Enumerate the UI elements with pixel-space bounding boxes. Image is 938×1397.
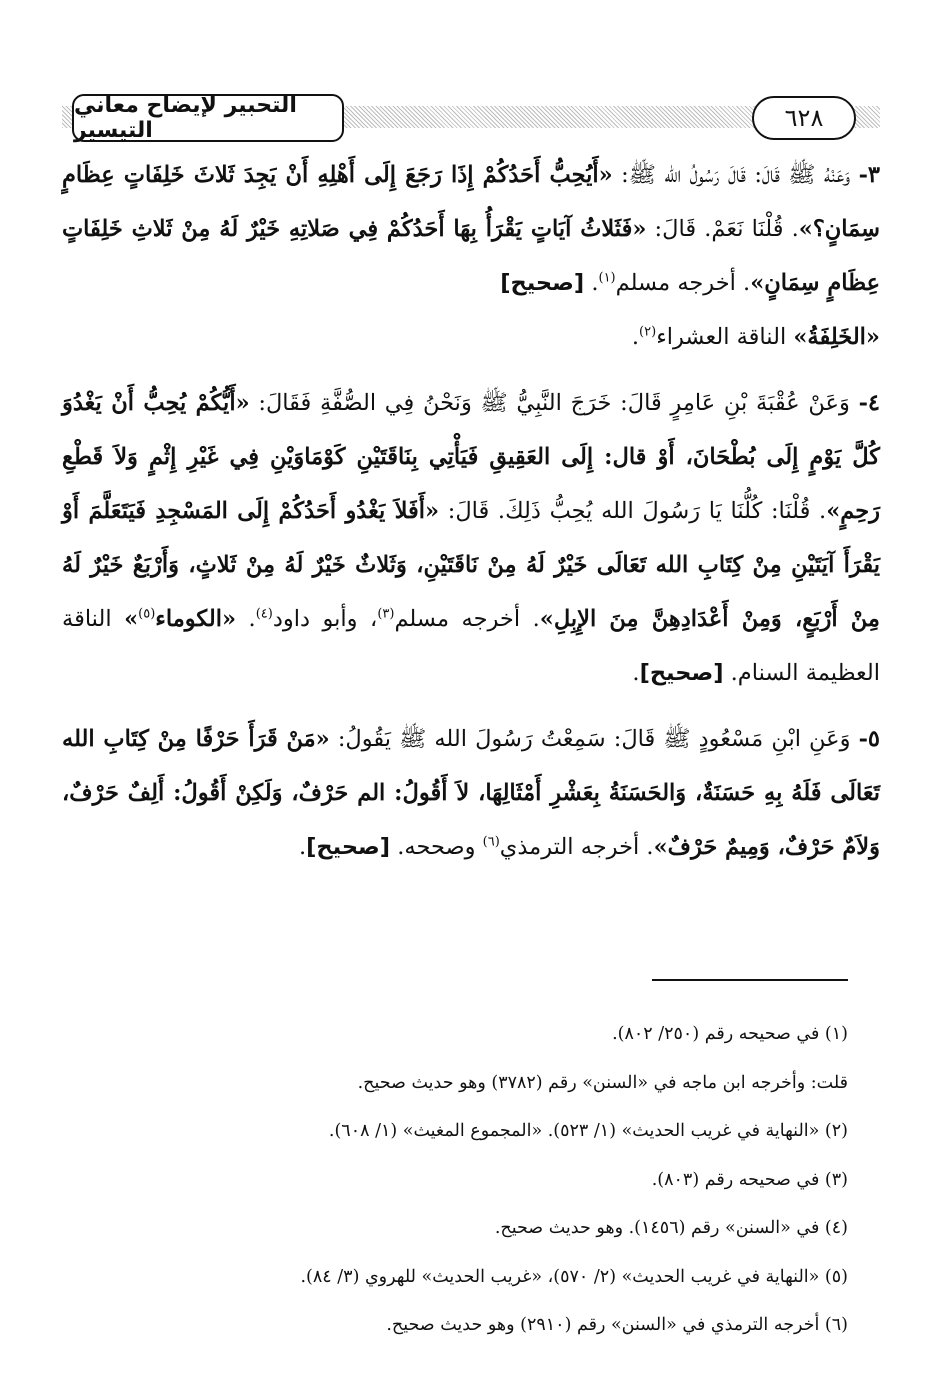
punctuation: . — [236, 606, 256, 632]
source-text: . أخرجه الترمذي — [499, 834, 654, 860]
narration-text: وَعَنْ عُقْبَةَ بْنِ عَامِرٍ قَالَ: خَرَجَ النَّبِيُّ ﷺ وَنَحْنُ فِي الصُّفَّةِ فَقَالَ: — [249, 390, 850, 416]
hadith-5 — [62, 712, 880, 874]
grade-label: [صحيح] — [306, 834, 391, 860]
footnote-ref[interactable]: (٢) — [639, 324, 657, 340]
source-text: وصححه. — [390, 834, 483, 860]
hadith-quote: «فَثَلاثُ آيَاتٍ يَقْرَأُ بِهَا أَحَدُكُمْ فِي صَلاتِهِ خَيْرٌ لَهُ مِنْ ثَلاثِ خَلِفَاتٍ عِظَامٍ سِمَانٍ» — [62, 216, 880, 296]
footnote-ref[interactable]: (٣) — [377, 606, 395, 622]
narration-text: . قُلْنَا نَعَمْ. قَالَ: — [646, 216, 799, 242]
source-text: . أخرجه مسلم — [615, 270, 751, 296]
footnote-separator — [652, 979, 848, 981]
footnote-ref[interactable]: (١) — [598, 270, 616, 286]
grade-label: [صحيح] — [639, 660, 724, 686]
narration-text: وَعَنِ ابْنِ مَسْعُودٍ ﷺ قَالَ: سَمِعْتُ رَسُولَ الله ﷺ يَقُولُ: — [329, 726, 851, 752]
hadith-number: ٣- — [858, 162, 881, 188]
source-text: ، وأبو داود — [272, 606, 378, 632]
main-text — [62, 148, 880, 874]
hadith-number: ٥- — [858, 726, 880, 752]
source-text: . أخرجه مسلم — [394, 606, 540, 632]
footnotes — [62, 1010, 848, 1350]
narration-text: وَعَنْهُ ﷺ قَالَ: قَالَ رَسُولُ الله ﷺ: — [612, 162, 851, 188]
punctuation: . — [631, 324, 640, 350]
hadith-quote: «مَنْ قَرَأَ حَرْفًا مِنْ كِتَابِ الله تَعَالَى فَلَهُ بِهِ حَسَنَةٌ، وَالحَسَنَةُ بِعَشْرِ أَمْثَالِهَا، لاَ أَقُولُ: الم حَرْفٌ، وَلَكِنْ أَقُولُ: أَلِفٌ حَرْفٌ، وَلاَمٌ حَرْفٌ، وَمِيمٌ حَرْفٌ» — [62, 726, 880, 860]
footnote-ref[interactable]: (٦) — [482, 834, 500, 850]
punctuation: . — [298, 834, 307, 860]
gloss-term: «الخَلِفَةُ» — [793, 324, 880, 350]
hadith-quote: «أَيُّكُمْ يُحِبُّ أَنْ يَغْدُوَ كُلَّ يَوْمٍ إِلَى بُطْحَانَ، أَوْ قال: إِلَى العَقِيقِ فَيَأْتِي بِنَاقَتَيْنِ كَوْمَاوَيْنِ فِي غَيْرِ إِثْمٍ وَلاَ قَطْعِ رَحِمٍ» — [62, 390, 880, 524]
page-number: ٦٢٨ — [752, 96, 856, 140]
narration-text: . قُلْنَا: كُلُّنَا يَا رَسُولَ الله يُحِبُّ ذَلِكَ. قَالَ: — [439, 498, 827, 524]
gloss-term-end: » — [124, 606, 139, 632]
footnote-ref[interactable]: (٤) — [255, 606, 273, 622]
footnote-2: (٢) «النهاية في غريب الحديث» (١/ ٥٢٣). «المجموع المغيث» (١/ ٦٠٨). — [328, 1121, 848, 1141]
footnote-1: (١) في صحيحه رقم (٢٥٠/ ٨٠٢). — [612, 1024, 848, 1044]
footnote-5: (٥) «النهاية في غريب الحديث» (٢/ ٥٧٠)، «غريب الحديث» للهروي (٣/ ٨٤). — [300, 1266, 848, 1287]
hadith-quote: «أَيُحِبُّ أَحَدُكُمْ إِذَا رَجَعَ إِلَى أَهْلِهِ أَنْ يَجِدَ ثَلاثَ خَلِفَاتٍ عِظَامٍ سِمَانٍ؟» — [62, 162, 880, 242]
footnote-3: (٣) في صحيحه رقم (٨٠٣). — [651, 1169, 848, 1190]
grade-label: [صحيح] — [500, 270, 585, 296]
hadith-number: ٤- — [858, 390, 880, 416]
punctuation: . — [632, 660, 640, 686]
gloss-text: الناقة العظيمة السنام. — [62, 606, 880, 686]
running-title: التحبير لإيضاح معاني التيسير — [72, 94, 344, 142]
gloss-text: الناقة العشراء — [656, 324, 794, 350]
footnote-1-note: قلت: وأخرجه ابن ماجه في «السنن» رقم (٣٧٨٢) وهو حديث صحيح. — [357, 1072, 848, 1093]
footnote-ref[interactable]: (٥) — [138, 606, 156, 622]
hadith-3 — [62, 148, 880, 310]
footnote-4: (٤) في «السنن» رقم (١٤٥٦). وهو حديث صحيح. — [494, 1218, 848, 1238]
gloss-term: «الكوماء — [155, 606, 237, 632]
gloss-line — [62, 310, 880, 364]
punctuation: . — [584, 270, 599, 296]
footnote-6: (٦) أخرجه الترمذي في «السنن» رقم (٢٩١٠) وهو حديث صحيح. — [386, 1315, 848, 1335]
hadith-4 — [62, 376, 880, 700]
page-header — [62, 94, 880, 142]
hadith-quote: «أَفَلاَ يَغْدُو أَحَدُكُمْ إِلَى المَسْجِدِ فَيَتَعَلَّمَ أَوْ يَقْرَأَ آيَتَيْنِ مِنْ كِتَابِ الله تَعَالَى خَيْرٌ لَهُ مِنْ نَاقَتَيْنِ، وَثَلاثٌ خَيْرٌ لَهُ مِنْ ثَلاثٍ، وَأَرْبَعٌ خَيْرٌ لَهُ مِنْ أَرْبَعٍ، وَمِنْ أَعْدَادِهِنَّ مِنَ الإِبِلِ» — [62, 498, 880, 632]
